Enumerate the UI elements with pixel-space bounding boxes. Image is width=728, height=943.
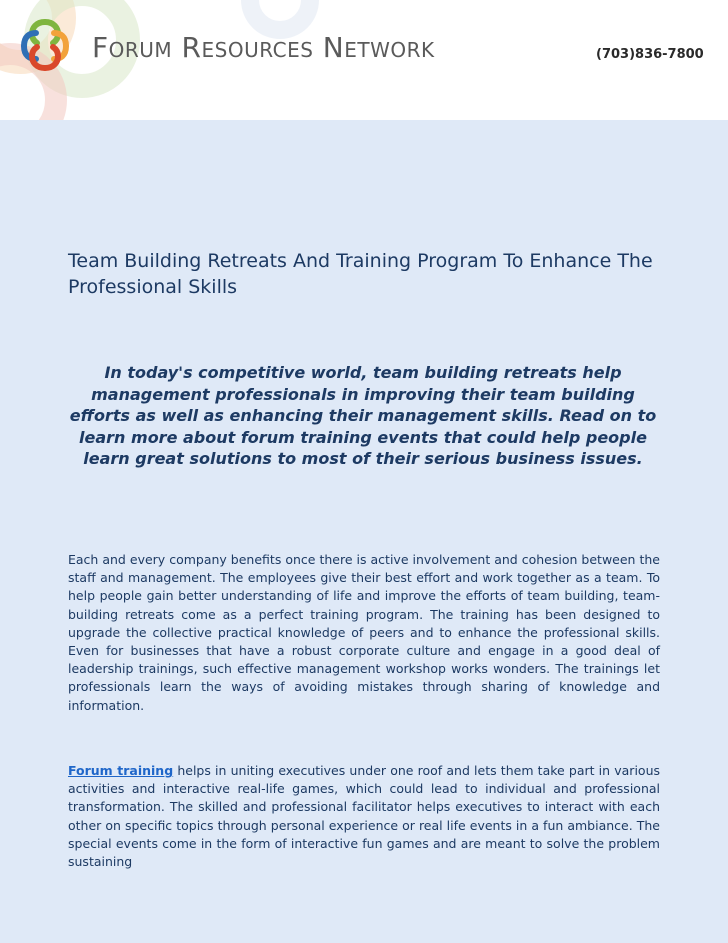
forum-training-link[interactable]: Forum training (68, 763, 174, 778)
article-paragraph-1: Each and every company benefits once there is active involvement and cohesion between the staff and management. The employees give their best effort and work together as a team. To help people gain better understanding of life and improve the efforts of team building, team-building retreats come as a perfect training program. The training has been designed to upgrade the collective practical knowledge of peers and to enhance the professional skills. Even for businesses that have a robust corporate culture and engage in a good deal of leadership trainings, such effective management workshop works wonders. The trainings let professionals learn the ways of avoiding mistakes through sharing of knowledge and information. (68, 552, 660, 713)
article-summary: In today's competitive world, team building retreats help management professionals in improving their team building efforts as well as enhancing their management skills. Read on to learn more about forum training events that could help people learn great solutions to most of their serious business issues. (69, 363, 657, 468)
brand-name: Forum Resources Network (92, 31, 435, 64)
article-paragraph-2 (68, 762, 660, 871)
phone-number: (703)836-7800 (596, 47, 704, 62)
letterhead (0, 0, 728, 120)
article-paragraph-2-text: helps in uniting executives under one roof and lets them take part in various activities and interactive real-life games, which could lead to individual and professional transformation. The skilled and professional facilitator helps executives to interact with each other on specific topics through personal experience or real life events in a fun ambiance. The special events come in the form of interactive fun games and are meant to solve the problem sustaining (68, 763, 661, 870)
forum-network-knot-icon (16, 16, 74, 74)
article-title: Team Building Retreats And Training Program To Enhance The Professional Skills (68, 250, 653, 298)
